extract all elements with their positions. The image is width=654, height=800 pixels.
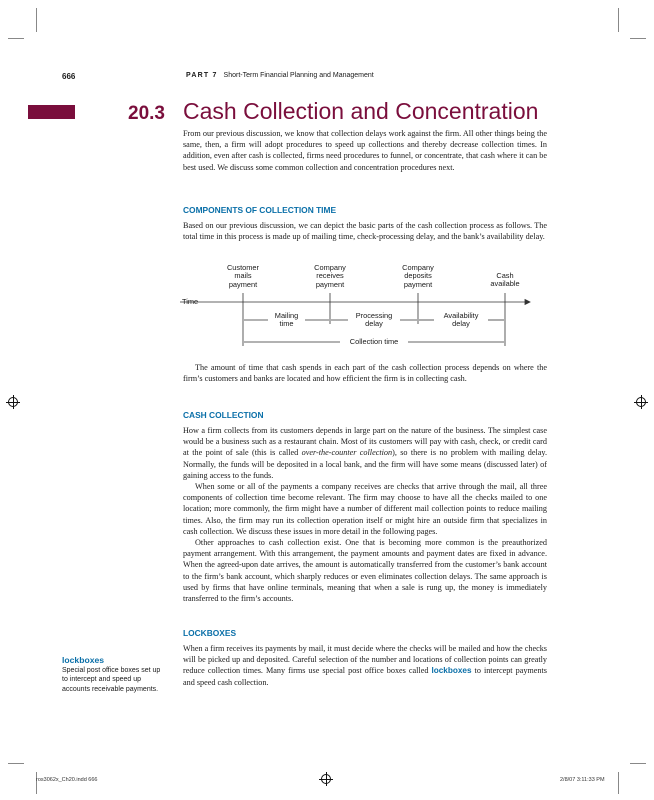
cash-collection-paragraph-1: How a firm collects from its customers depends in large part on the nature of the business. The simplest case would be a business such as a restaurant chain. Most of its customers will pay with cash, check, or credit card at the point of sale (this is called over-the-counter collection), so there is no problem with mailing delay. Normally, the funds will be deposited in a local bank, and the firm will have some means (discussed later) of gaining access to the funds. bbox=[183, 426, 548, 480]
collection-time-diagram bbox=[180, 264, 550, 356]
event-label: Company receives payment bbox=[314, 263, 346, 289]
lockboxes-heading: LOCKBOXES bbox=[183, 628, 237, 638]
event-label: Customer mails payment bbox=[226, 263, 260, 289]
components-paragraph-2: The amount of time that cash spends in each part of the cash collection process depends on where the firm’s customers and banks are located and how efficient the firm is in collecting cash. bbox=[183, 363, 547, 384]
section-accent-bar bbox=[28, 105, 75, 119]
cash-collection-paragraph-3: Other approaches to cash collection exist. One that is becoming more common is the preauthorized payment arrangement. With this arrangement, the payment amounts and payment dates are fixed in advance. When the agreed-upon date arrives, the amount is automatically transferred from the customer’s bank account to the firm’s bank account, which sharply reduces or even eliminates collection delays. The same approach is used by firms that have online terminals, meaning that when a sale is rung up, the money is immediately transferred to the firm’s accounts. bbox=[183, 538, 547, 604]
time-label: Time bbox=[182, 297, 199, 306]
components-paragraph: Based on our previous discussion, we can depict the basic parts of the cash collection process as follows. The total time in this process is made up of mailing time, check-processing delay, and the bank’s availability delay. bbox=[183, 221, 547, 242]
cash-collection-paragraph-2: When some or all of the payments a company receives are checks that arrive through the mail, all three components of collection time become relevant. The firm may choose to have all the checks mailed to one location; more commonly, the firm might have a number of different mail collection points to reduce mailing times. Also, the firm may run its collection operation itself or might hire an outside firm that specializes in cash collection. We discuss these issues in more detail in the following pages. bbox=[183, 482, 547, 536]
key-term-lockboxes: lockboxes bbox=[431, 666, 472, 676]
crop-mark bbox=[618, 772, 619, 794]
part-title: Short-Term Financial Planning and Management bbox=[223, 72, 374, 79]
cash-collection-text bbox=[183, 425, 547, 604]
crop-mark bbox=[8, 763, 24, 764]
span-label-total: Collection time bbox=[349, 337, 399, 346]
footer-file: ros3062x_Ch20.indd 666 bbox=[36, 777, 98, 783]
span-label-availability: Availability delay bbox=[443, 311, 479, 329]
crop-mark bbox=[618, 8, 619, 32]
time-axis-arrowhead bbox=[525, 300, 530, 305]
components-heading: COMPONENTS OF COLLECTION TIME bbox=[183, 205, 337, 215]
registration-mark-icon bbox=[319, 772, 333, 786]
span-label-processing: Processing delay bbox=[355, 311, 393, 329]
crop-mark bbox=[630, 38, 646, 39]
section-number: 20.3 bbox=[128, 103, 165, 124]
part-label: PART 7 bbox=[186, 72, 218, 79]
running-header bbox=[186, 72, 374, 79]
span-label-mailing: Mailing time bbox=[274, 311, 299, 329]
crop-mark bbox=[36, 772, 37, 794]
page-number: 666 bbox=[62, 72, 76, 81]
margin-definition: Special post office boxes set up to intercept and speed up accounts receivable payments. bbox=[62, 667, 161, 693]
intro-paragraph: From our previous discussion, we know that collection delays work against the firm. All other things being the same, then, a firm will adopt procedures to speed up collections and thereby decrease collection times. In addition, even after cash is collected, firms need procedures to funnel, or concentrate, that cash where it can be best used. We discuss some common collection and concentration procedures next. bbox=[183, 129, 547, 172]
crop-mark bbox=[36, 8, 37, 32]
margin-term: lockboxes bbox=[62, 655, 105, 665]
footer-date: 2/8/07 3:11:33 PM bbox=[560, 777, 605, 783]
section-title: Cash Collection and Concentration bbox=[183, 98, 539, 124]
cash-collection-heading: CASH COLLECTION bbox=[183, 410, 264, 420]
crop-mark bbox=[8, 38, 24, 39]
registration-mark-icon bbox=[6, 395, 20, 409]
event-label: Company deposits payment bbox=[402, 263, 434, 289]
crop-mark bbox=[630, 763, 646, 764]
lockboxes-paragraph: When a firm receives its payments by mail, it must decide where the checks will be mailed and how the checks will be picked up and deposited. Careful selection of the number and locations of collection points can greatly reduce collection times. Many firms use special post office boxes called lockboxes to intercept payments and speed cash collection. bbox=[183, 644, 547, 687]
registration-mark-icon bbox=[634, 395, 648, 409]
event-label: Cash available bbox=[490, 271, 520, 289]
